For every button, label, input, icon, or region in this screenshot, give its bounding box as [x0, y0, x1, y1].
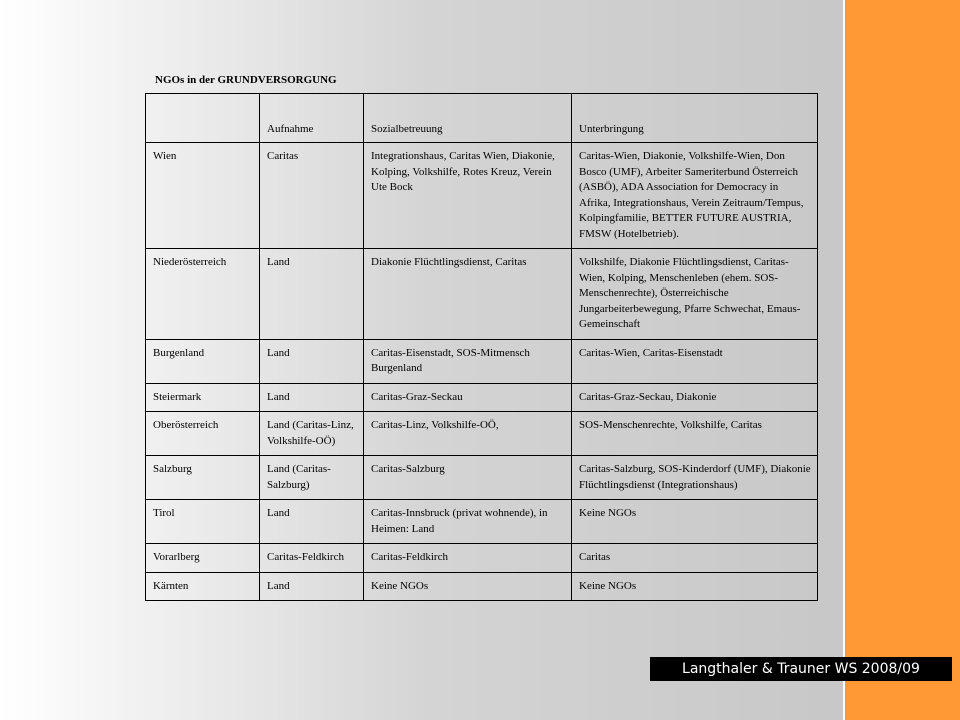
table-row	[146, 456, 818, 500]
sozialbetreuung-cell: Caritas-Feldkirch	[364, 544, 572, 573]
unterbringung-cell: Caritas	[572, 544, 818, 573]
footer-label: Langthaler & Trauner WS 2008/09	[650, 657, 952, 681]
slide-heading: NGOs in der GRUNDVERSORGUNG	[155, 74, 337, 86]
aufnahme-cell: Land	[260, 339, 364, 383]
region-cell: Oberösterreich	[146, 412, 260, 456]
region-cell: Salzburg	[146, 456, 260, 500]
unterbringung-cell: SOS-Menschenrechte, Volkshilfe, Caritas	[572, 412, 818, 456]
sozialbetreuung-cell: Integrationshaus, Caritas Wien, Diakonie, Kolping, Volkshilfe, Rotes Kreuz, Verein Ute Bock	[364, 143, 572, 249]
table-row	[146, 500, 818, 544]
aufnahme-cell: Land	[260, 500, 364, 544]
header-cell-aufnahme: Aufnahme	[260, 94, 364, 143]
region-cell: Kärnten	[146, 572, 260, 601]
unterbringung-cell: Caritas-Salzburg, SOS-Kinderdorf (UMF), Diakonie Flüchtlingsdienst (Integrationshaus)	[572, 456, 818, 500]
region-cell: Burgenland	[146, 339, 260, 383]
region-cell: Tirol	[146, 500, 260, 544]
table-row	[146, 249, 818, 340]
aufnahme-cell: Land	[260, 249, 364, 340]
sozialbetreuung-cell: Caritas-Salzburg	[364, 456, 572, 500]
table-header-row	[146, 94, 818, 143]
sozialbetreuung-cell: Caritas-Linz, Volkshilfe-OÖ,	[364, 412, 572, 456]
sozialbetreuung-cell: Keine NGOs	[364, 572, 572, 601]
table-row	[146, 572, 818, 601]
aufnahme-cell: Land	[260, 572, 364, 601]
header-cell-empty	[146, 94, 260, 143]
table-row	[146, 383, 818, 412]
sozialbetreuung-cell: Caritas-Innsbruck (privat wohnende), in Heimen: Land	[364, 500, 572, 544]
unterbringung-cell: Volkshilfe, Diakonie Flüchtlingsdienst, Caritas-Wien, Kolping, Menschenleben (ehem. SOS-Menschenrechte), Österreichische Jungarbeiterbewegung, Pfarre Schwechat, Emaus-Gemeinschaft	[572, 249, 818, 340]
unterbringung-cell: Keine NGOs	[572, 500, 818, 544]
unterbringung-cell: Keine NGOs	[572, 572, 818, 601]
aufnahme-cell: Caritas	[260, 143, 364, 249]
unterbringung-cell: Caritas-Wien, Caritas-Eisenstadt	[572, 339, 818, 383]
sozialbetreuung-cell: Caritas-Eisenstadt, SOS-Mitmensch Burgenland	[364, 339, 572, 383]
header-cell-unterbringung: Unterbringung	[572, 94, 818, 143]
sozialbetreuung-cell: Caritas-Graz-Seckau	[364, 383, 572, 412]
region-cell: Niederösterreich	[146, 249, 260, 340]
header-cell-sozialbetreuung: Sozialbetreuung	[364, 94, 572, 143]
unterbringung-cell: Caritas-Graz-Seckau, Diakonie	[572, 383, 818, 412]
ngo-table	[145, 93, 818, 601]
table-row	[146, 412, 818, 456]
sozialbetreuung-cell: Diakonie Flüchtlingsdienst, Caritas	[364, 249, 572, 340]
aufnahme-cell: Caritas-Feldkirch	[260, 544, 364, 573]
aufnahme-cell: Land (Caritas-Linz, Volkshilfe-OÖ)	[260, 412, 364, 456]
aufnahme-cell: Land (Caritas-Salzburg)	[260, 456, 364, 500]
region-cell: Vorarlberg	[146, 544, 260, 573]
unterbringung-cell: Caritas-Wien, Diakonie, Volkshilfe-Wien, Don Bosco (UMF), Arbeiter Sameriterbund Österreich (ASBÖ), ADA Association for Democracy in Afrika, Integrationshaus, Verein Zeitraum/Tempus, Kolpingfamilie, BETTER FUTURE AUSTRIA, FMSW (Hotelbetrieb).	[572, 143, 818, 249]
orange-side-bar	[843, 0, 960, 720]
aufnahme-cell: Land	[260, 383, 364, 412]
table-row	[146, 544, 818, 573]
region-cell: Wien	[146, 143, 260, 249]
region-cell: Steiermark	[146, 383, 260, 412]
table-row	[146, 339, 818, 383]
table-row	[146, 143, 818, 249]
